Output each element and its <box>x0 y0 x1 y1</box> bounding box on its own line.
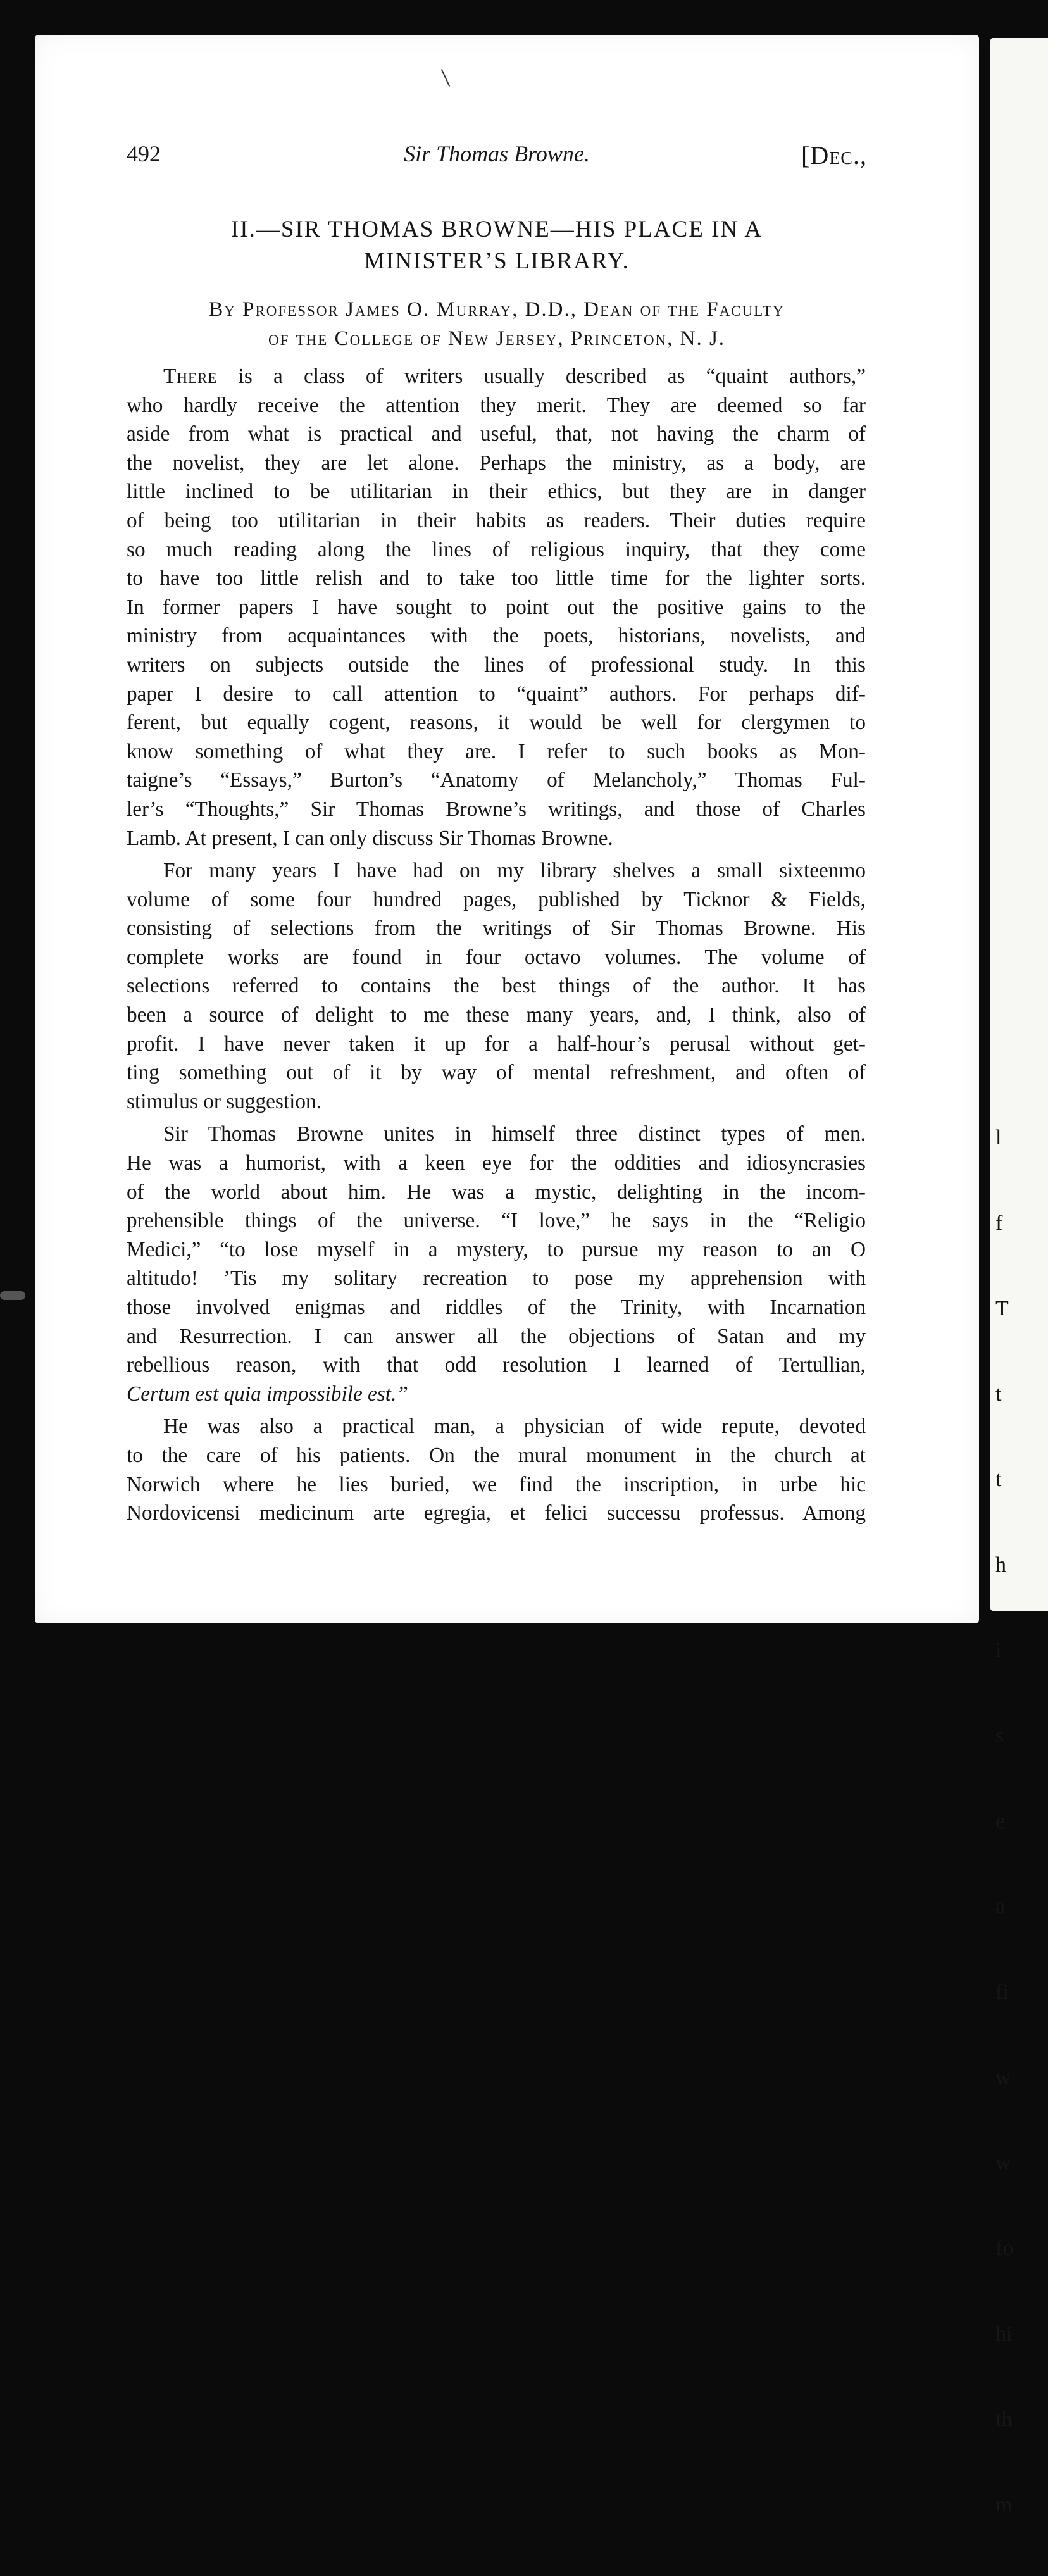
text-line: to have too little relish and to take too little time for the lighter sorts. <box>127 566 866 591</box>
text-line: who hardly receive the attention they merit. They are deemed so far <box>127 393 866 417</box>
running-section: [Dec., <box>801 141 867 170</box>
text-line: complete works are found in four octavo volumes. The volume of <box>127 945 866 969</box>
text-line: of the world about him. He was a mystic, delighting in the incom- <box>127 1180 866 1204</box>
byline-line: of the College of New Jersey, Princeton, N. J. <box>268 327 726 350</box>
article-title <box>127 214 867 277</box>
text-line: and Resurrection. I can answer all the objections of Satan and my <box>127 1324 866 1348</box>
facing-page-edge <box>990 38 1048 2517</box>
text-line: writers on subjects outside the lines of professional study. In this <box>127 653 866 677</box>
page-number: 492 <box>127 141 161 166</box>
text-line: ler’s “Thoughts,” Sir Thomas Browne’s writings, and those of Charles <box>127 797 866 821</box>
title-line: II.—SIR THOMAS BROWNE—HIS PLACE IN A <box>230 216 763 242</box>
paragraph <box>127 856 866 1116</box>
paragraph <box>127 1412 866 1527</box>
text-line: ministry from acquaintances with the poets, historians, novelists, and <box>127 624 866 648</box>
text-line: consisting of selections from the writings of Sir Thomas Browne. His <box>127 916 866 941</box>
scan-smudge <box>0 1291 25 1300</box>
text-line: been a source of delight to me these many years, and, I think, also of <box>127 1003 866 1027</box>
text-line: paper I desire to call attention to “quaint” authors. For perhaps dif- <box>127 682 866 706</box>
text-line: volume of some four hundred pages, published by Ticknor & Fields, <box>127 887 866 911</box>
facing-page-letters: l f T t t h i s e a fi w w fo hi th m <box>995 1126 1014 2517</box>
text-line: to the care of his patients. On the mural monument in the church at <box>127 1443 866 1467</box>
running-title: Sir Thomas Browne. <box>404 141 590 166</box>
text-line: In former papers I have sought to point out the positive gains to the <box>127 595 866 619</box>
text-line: He was also a practical man, a physician of wide repute, devoted <box>163 1415 866 1439</box>
text-line: Nordovicensi medicinum arte egregia, et felici successu professus. Among <box>127 1501 866 1525</box>
byline-line: By Professor James O. Murray, D.D., Dean of the Faculty <box>209 298 785 321</box>
text-line: altitudo! ’Tis my solitary recreation to pose my apprehension with <box>127 1266 866 1291</box>
text-line: There is a class of writers usually described as “quaint authors,” <box>163 365 866 388</box>
text-line: Certum est quia impossibile est.” <box>127 1382 408 1406</box>
text-line: of being too utilitarian in their habits as readers. Their duties require <box>127 508 866 532</box>
text-line: rebellious reason, with that odd resolution I learned of Tertullian, <box>127 1353 866 1377</box>
text-line: ting something out of it by way of mental refreshment, and often of <box>127 1061 866 1085</box>
text-line: aside from what is practical and useful, that, not having the charm of <box>127 422 866 446</box>
paragraph <box>127 1120 866 1408</box>
text-line: Norwich where he lies buried, we find the inscription, in urbe hic <box>127 1472 866 1496</box>
text-line: little inclined to be utilitarian in their ethics, but they are in danger <box>127 480 866 504</box>
running-header <box>127 141 867 172</box>
text-line: the novelist, they are let alone. Perhaps the ministry, as a body, are <box>127 451 866 475</box>
article-body <box>127 362 866 1528</box>
text-line: taigne’s “Essays,” Burton’s “Anatomy of Melancholy,” Thomas Ful- <box>127 768 866 792</box>
text-line: know something of what they are. I refer to such books as Mon- <box>127 739 866 763</box>
paragraph <box>127 362 866 853</box>
text-line: Lamb. At present, I can only discuss Sir Thomas Browne. <box>127 826 613 850</box>
lead-word: There <box>163 365 218 388</box>
text-line: He was a humorist, with a keen eye for the oddities and idiosyncrasies <box>127 1151 866 1175</box>
text-line: Medici,” “to lose myself in a mystery, to pursue my reason to an O <box>127 1237 866 1261</box>
text-line: selections referred to contains the best things of the author. It has <box>127 974 866 998</box>
text-line: Sir Thomas Browne unites in himself three distinct types of men. <box>163 1122 866 1146</box>
text-line: prehensible things of the universe. “I love,” he says in the “Religio <box>127 1209 866 1233</box>
text-line: so much reading along the lines of religious inquiry, that they come <box>127 537 866 561</box>
text-line: stimulus or suggestion. <box>127 1089 322 1113</box>
text-line: For many years I have had on my library shelves a small sixteenmo <box>163 859 866 883</box>
text-line: ferent, but equally cogent, reasons, it would be well for clergymen to <box>127 711 866 735</box>
text-line: profit. I have never taken it up for a half-hour’s perusal without get- <box>127 1032 866 1056</box>
text-line: those involved enigmas and riddles of the Trinity, with Incarnation <box>127 1296 866 1319</box>
title-line: MINISTER’S LIBRARY. <box>364 248 630 274</box>
byline <box>127 295 867 353</box>
